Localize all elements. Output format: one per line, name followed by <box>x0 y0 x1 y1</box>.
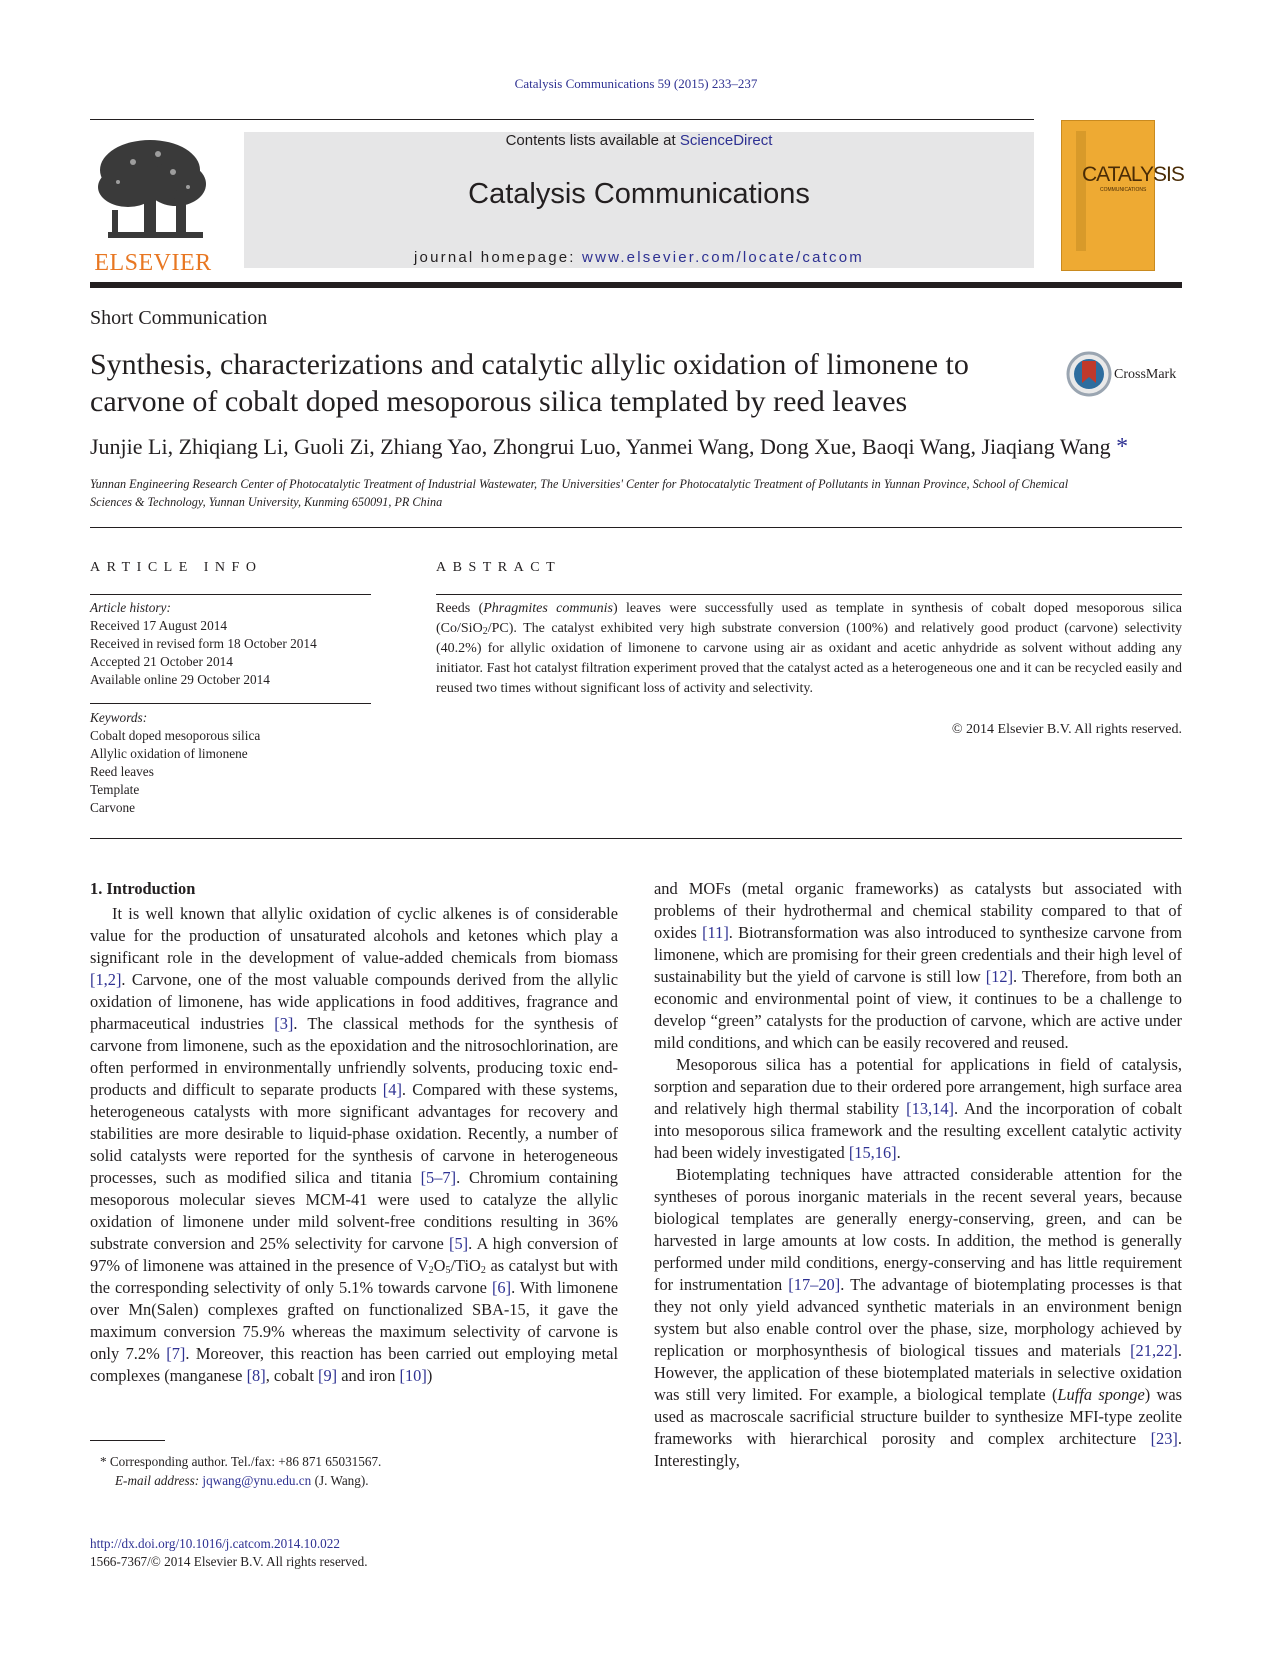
elsevier-wordmark: ELSEVIER <box>94 250 212 276</box>
citation-link[interactable]: [21,22] <box>1130 1341 1178 1360</box>
sciencedirect-link[interactable]: ScienceDirect <box>679 132 773 149</box>
history-item: Accepted 21 October 2014 <box>90 654 233 669</box>
citation-link[interactable]: [23] <box>1150 1429 1178 1448</box>
cover-title: CATALYSIS <box>1082 163 1184 186</box>
corresponding-author-mark[interactable]: * <box>1116 434 1129 460</box>
affiliation: Yunnan Engineering Research Center of Photocatalytic Treatment of Industrial Wastewater, The Universities' Center for Photocatalytic Treatment of Pollutants in Yunnan Province, School of Chemical Sciences & Technology, Yunnan University, Kunming 650091, PR China <box>90 477 1069 509</box>
affiliation-rule <box>90 527 1182 528</box>
intro-paragraph: It is well known that allylic oxidation of cyclic alkenes is of considerable value for the production of unsaturated alcohols and ketones which play a significant role in the development of value-added chemicals from biomass [1,2]. Carvone, one of the most valuable compounds derived from the allylic oxidation of limonene, has wide applications in food additives, fragrance and pharmaceutical industries [3]. The classical methods for the synthesis of carvone from limonene, such as the epoxidation and the nitrosochlorination, are often performed in environmentally unfriendly solvents, producing toxic end-products and difficult to separate products [4]. Compared with these systems, heterogeneous catalysts with more significant advantages for recovery and stabilities are more desirable to liquid-phase oxidation. Recently, a number of solid catalysts were reported for the synthesis of carvone in heterogeneous processes, such as modified silica and titania [5–7]. Chromium containing mesoporous molecular sieves MCM-41 were used to catalyze the allylic oxidation of limonene under mild solvent-free conditions resulting in 36% substrate conversion and 25% selectivity for carvone [5]. A high conversion of 97% of limonene was attained in the presence of $V_2O_5/TiO_2$ as catalyst but with the corresponding selectivity of only 5.1% towards carvone [6]. With limonene over Mn(Salen) complexes grafted on functionalized SBA-15, it gave the maximum conversion 75.9% whereas the maximum selectivity of carvone is only 7.2% [7]. Moreover, this reaction has been carried out employing metal complexes (manganese [8], cobalt [9] and iron [10]) <box>90 904 618 1385</box>
body-column-right <box>654 878 1182 1472</box>
citation-link[interactable]: [5] <box>449 1234 469 1253</box>
doi-link[interactable]: http://dx.doi.org/10.1016/j.catcom.2014.10.022 <box>90 1536 340 1551</box>
keyword-item: Reed leaves <box>90 764 154 779</box>
keyword-item: Carvone <box>90 800 136 815</box>
citation-link[interactable]: [8] <box>246 1366 266 1385</box>
citation-link[interactable]: [4] <box>382 1080 402 1099</box>
journal-reference[interactable]: Catalysis Communications 59 (2015) 233–237 <box>514 76 758 91</box>
contents-line: Contents lists available at ScienceDirect <box>505 132 773 149</box>
article-info-rule <box>90 594 371 595</box>
keywords-rule <box>90 703 371 704</box>
keyword-item: Allylic oxidation of limonene <box>90 746 248 761</box>
citation-link[interactable]: [13,14] <box>906 1099 954 1118</box>
citation-link[interactable]: [6] <box>491 1278 512 1297</box>
article-title: Synthesis, characterizations and catalytic allylic oxidation of limonene to carvone of cobalt doped mesoporous silica templated by reed leaves <box>90 348 969 418</box>
email-link[interactable]: jqwang@ynu.edu.cn <box>202 1473 312 1488</box>
crossmark-label[interactable]: CrossMark <box>1114 367 1177 382</box>
citation-link[interactable]: [7] <box>166 1344 186 1363</box>
homepage-link[interactable]: www.elsevier.com/locate/catcom <box>582 249 864 266</box>
journal-cover-thumbnail[interactable] <box>1061 120 1184 271</box>
citation-link[interactable]: [9] <box>318 1366 338 1385</box>
body-rule <box>90 838 1182 839</box>
citation-link[interactable]: [5–7] <box>420 1168 457 1187</box>
header-thick-rule <box>90 282 1182 288</box>
citation-link[interactable]: [1,2] <box>90 970 122 989</box>
article-history: Article history: Received 17 August 2014 Received in revised form 18 October 2014 Accepted 21 October 2014 Available online 29 October 2014 <box>90 599 371 689</box>
history-item: Available online 29 October 2014 <box>90 672 270 687</box>
citation-link[interactable]: [3] <box>274 1014 294 1033</box>
journal-homepage: journal homepage: www.elsevier.com/locate/catcom <box>414 249 864 266</box>
issn-line: 1566-7367/© 2014 Elsevier B.V. All rights reserved. <box>90 1554 368 1569</box>
section-heading-introduction: 1. Introduction <box>90 879 196 898</box>
author-list: Junjie Li, Zhiqiang Li, Guoli Zi, Zhiang Yao, Zhongrui Luo, Yanmei Wang, Dong Xue, Baoqi Wang, Jiaqiang Wang * <box>90 434 1129 460</box>
abstract-heading: ABSTRACT <box>436 560 562 575</box>
keywords: Keywords: Cobalt doped mesoporous silica Allylic oxidation of limonene Reed leaves Template Carvone <box>90 709 371 817</box>
keyword-item: Cobalt doped mesoporous silica <box>90 728 261 743</box>
citation-link[interactable]: [15,16] <box>848 1143 897 1162</box>
abstract-copyright: © 2014 Elsevier B.V. All rights reserved. <box>951 722 1182 737</box>
history-item: Received in revised form 18 October 2014 <box>90 636 317 651</box>
footnote: * Corresponding author. Tel./fax: +86 871 65031567. E-mail address: jqwang@ynu.edu.cn (J. Wang). <box>100 1454 382 1488</box>
abstract-text: Reeds (Phragmites communis) leaves were successfully used as template in synthesis of cobalt doped mesoporous silica (Co/SiO$_2$/PC). The catalyst exhibited very high substrate conversion (100%) and relatively good product (carvone) selectivity (40.2%) for allylic oxidation of limonene to carvone using air as oxidant and acetic anhydride as solvent without adding any initiator. Fast hot catalyst filtration experiment proved that the catalyst acted as a heterogeneous one and it can be recycled easily and reused two times without significant loss of activity and selectivity. <box>436 601 1183 696</box>
body-column-left <box>90 903 618 1387</box>
intro-paragraph: Biotemplating techniques have attracted considerable attention for the syntheses of porous inorganic materials in the recent several years, because biological templates are generally energy-conserving, green, and can be harvested in large amounts at low costs. In addition, the method is generally performed under mild conditions, energy-conserving and has little requirement for instrumentation [17–20]. The advantage of biotemplating processes is that they not only yield advanced synthetic materials in an environment benign system but also enable control over the phase, size, morphology achieved by replication or morphosynthesis of biological tissues and materials [21,22]. However, the application of these biotemplated materials in selective oxidation was still very limited. For example, a biological template (Luffa sponge) was used as macroscale sacrificial structure builder to synthesize MFI-type zeolite frameworks with hierarchical porosity and complex architecture [23]. Interestingly, <box>654 1165 1183 1470</box>
abstract-rule <box>436 594 1182 595</box>
citation-link[interactable]: [17–20] <box>788 1275 841 1294</box>
citation-link[interactable]: [10] <box>399 1366 427 1385</box>
citation-link[interactable]: [11] <box>702 923 729 942</box>
citation-link[interactable]: [12] <box>985 967 1014 986</box>
intro-paragraph: Mesoporous silica has a potential for applications in field of catalysis, sorption and separation due to their ordered pore arrangement, high surface area and relatively high thermal stability [13,14]. And the incorporation of cobalt into mesoporous silica framework and the resulting excellent catalytic activity had been widely investigated [15,16]. <box>654 1055 1183 1162</box>
history-item: Received 17 August 2014 <box>90 618 228 633</box>
journal-title: Catalysis Communications <box>468 178 810 210</box>
header-rule <box>90 119 1034 120</box>
article-info-heading: ARTICLE INFO <box>90 560 263 575</box>
page-footer <box>90 1535 368 1571</box>
intro-paragraph: and MOFs (metal organic frameworks) as catalysts but associated with problems of their hydrothermal and chemical stability compared to that of oxides [11]. Biotransformation was also introduced to synthesize carvone from limonene, which are promising for their green credentials and their high level of sustainability but the yield of carvone is still low [12]. Therefore, from both an economic and environmental point of view, it continues to be a challenge to develop “green” catalysts for the production of carvone, which are active under mild conditions, and which can be easily recovered and reused. <box>654 879 1182 1052</box>
cover-subtitle: COMMUNICATIONS <box>1100 187 1147 193</box>
article-type: Short Communication <box>90 307 268 329</box>
keyword-item: Template <box>90 782 140 797</box>
footnote-rule <box>90 1440 165 1441</box>
